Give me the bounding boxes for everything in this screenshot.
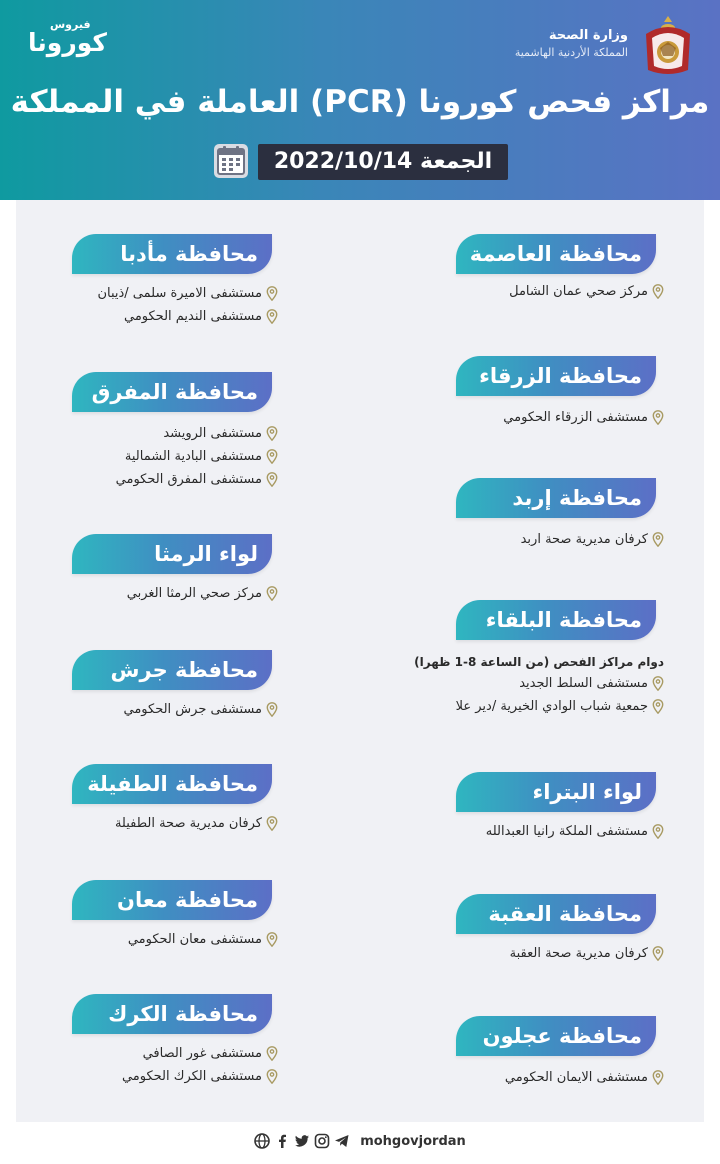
location-pin-icon bbox=[652, 1070, 664, 1085]
center-name: مستشفى جرش الحكومي bbox=[123, 702, 262, 717]
list-item bbox=[521, 528, 664, 551]
center-name: مستشفى النديم الحكومي bbox=[123, 309, 262, 324]
location-pin-icon bbox=[266, 309, 278, 324]
footer bbox=[0, 1126, 720, 1156]
center-name: مستشفى الملكة رانيا العبدالله bbox=[485, 824, 648, 839]
location-pin-icon bbox=[652, 946, 664, 961]
center-name: مستشفى الرويشد bbox=[163, 426, 262, 441]
ministry-block bbox=[515, 28, 628, 59]
location-pin-icon bbox=[266, 1046, 278, 1061]
telegram-icon[interactable] bbox=[334, 1133, 350, 1149]
header-banner bbox=[0, 0, 720, 200]
location-pin-icon bbox=[266, 472, 278, 487]
region-tag: محافظة الكرك bbox=[72, 994, 272, 1034]
location-pin-icon bbox=[266, 932, 278, 947]
list-item bbox=[115, 812, 278, 835]
calendar-icon bbox=[213, 143, 249, 179]
location-pin-icon bbox=[266, 1069, 278, 1084]
center-list bbox=[97, 282, 278, 328]
center-list bbox=[503, 406, 664, 429]
center-name: مستشفى غور الصافي bbox=[142, 1046, 262, 1061]
center-name: مستشفى الكرك الحكومي bbox=[121, 1069, 262, 1084]
region-tag: محافظة جرش bbox=[72, 650, 272, 690]
center-name: كرفان مديرية صحة الطفيلة bbox=[114, 816, 262, 831]
location-pin-icon bbox=[652, 284, 664, 299]
region-tag: محافظة الزرقاء bbox=[456, 356, 656, 396]
center-list bbox=[124, 698, 279, 721]
region-tag: محافظة المفرق bbox=[72, 372, 272, 412]
center-list bbox=[505, 1066, 664, 1089]
globe-icon[interactable] bbox=[254, 1133, 270, 1149]
location-pin-icon bbox=[266, 816, 278, 831]
region-tag: محافظة العقبة bbox=[456, 894, 656, 934]
center-name: مستشفى البادية الشمالية bbox=[124, 449, 262, 464]
instagram-icon[interactable] bbox=[314, 1133, 330, 1149]
list-item bbox=[97, 282, 278, 305]
list-item bbox=[503, 406, 664, 429]
location-pin-icon bbox=[652, 410, 664, 425]
center-name: مركز صحي عمان الشامل bbox=[509, 284, 648, 299]
center-list bbox=[115, 812, 278, 835]
center-name: مستشفى الايمان الحكومي bbox=[504, 1070, 648, 1085]
list-item bbox=[124, 698, 279, 721]
location-pin-icon bbox=[652, 824, 664, 839]
location-pin-icon bbox=[652, 532, 664, 547]
center-name: مستشفى الاميرة سلمى /ذيبان bbox=[97, 286, 262, 301]
location-pin-icon bbox=[266, 286, 278, 301]
list-item bbox=[486, 820, 664, 843]
center-name: مستشفى المفرق الحكومي bbox=[115, 472, 262, 487]
center-list bbox=[509, 280, 664, 303]
region-tag: محافظة مأدبا bbox=[72, 234, 272, 274]
location-pin-icon bbox=[266, 426, 278, 441]
list-item bbox=[122, 1065, 278, 1088]
center-name: مستشفى معان الحكومي bbox=[127, 932, 262, 947]
brand-big-text: كورونا bbox=[28, 28, 107, 57]
list-item bbox=[116, 422, 278, 445]
ministry-name: وزارة الصحة bbox=[548, 28, 628, 43]
center-list bbox=[510, 942, 664, 965]
list-item bbox=[510, 942, 664, 965]
center-name: كرفان مديرية صحة العقبة bbox=[509, 946, 648, 961]
centers-panel bbox=[16, 200, 704, 1122]
center-list bbox=[127, 582, 278, 605]
center-list bbox=[122, 1042, 278, 1088]
list-item bbox=[128, 928, 278, 951]
ministry-kingdom: المملكة الأردنية الهاشمية bbox=[514, 46, 628, 59]
center-name: مستشفى السلط الجديد bbox=[519, 676, 648, 691]
center-list bbox=[128, 928, 278, 951]
region-tag: محافظة عجلون bbox=[456, 1016, 656, 1056]
region-tag: محافظة الطفيلة bbox=[72, 764, 272, 804]
page-title: مراكز فحص كورونا (PCR) العاملة في المملكة bbox=[10, 84, 710, 120]
jordan-emblem-icon bbox=[638, 14, 698, 80]
date-badge: الجمعة 2022/10/14 bbox=[258, 144, 508, 180]
center-list bbox=[486, 820, 664, 843]
location-pin-icon bbox=[266, 702, 278, 717]
center-name: مركز صحي الرمثا الغربي bbox=[126, 586, 262, 601]
center-list bbox=[521, 528, 664, 551]
list-item bbox=[414, 695, 664, 718]
list-item bbox=[122, 1042, 278, 1065]
center-list bbox=[414, 652, 664, 718]
center-name: جمعية شباب الوادي الخيرية /دير علا bbox=[455, 699, 648, 714]
list-item bbox=[116, 445, 278, 468]
location-pin-icon bbox=[266, 586, 278, 601]
twitter-icon[interactable] bbox=[294, 1133, 310, 1149]
center-name: مستشفى الزرقاء الحكومي bbox=[503, 410, 648, 425]
social-handle[interactable]: mohgovjordan bbox=[360, 1133, 466, 1149]
region-tag: محافظة معان bbox=[72, 880, 272, 920]
brand-small-text: فيروس bbox=[50, 18, 91, 31]
location-pin-icon bbox=[266, 449, 278, 464]
region-tag: لواء البتراء bbox=[456, 772, 656, 812]
list-item bbox=[116, 468, 278, 491]
hours-note: دوام مراكز الفحص (من الساعة 8-1 ظهرا) bbox=[414, 655, 664, 669]
region-tag: لواء الرمثا bbox=[72, 534, 272, 574]
list-item bbox=[127, 582, 278, 605]
facebook-icon[interactable] bbox=[274, 1133, 290, 1149]
list-item bbox=[414, 672, 664, 695]
center-list bbox=[116, 422, 278, 491]
list-item bbox=[509, 280, 664, 303]
region-tag: محافظة البلقاء bbox=[456, 600, 656, 640]
region-tag: محافظة العاصمة bbox=[456, 234, 656, 274]
center-name: كرفان مديرية صحة اربد bbox=[520, 532, 648, 547]
list-item bbox=[97, 305, 278, 328]
location-pin-icon bbox=[652, 699, 664, 714]
region-tag: محافظة إربد bbox=[456, 478, 656, 518]
location-pin-icon bbox=[652, 676, 664, 691]
list-item bbox=[505, 1066, 664, 1089]
